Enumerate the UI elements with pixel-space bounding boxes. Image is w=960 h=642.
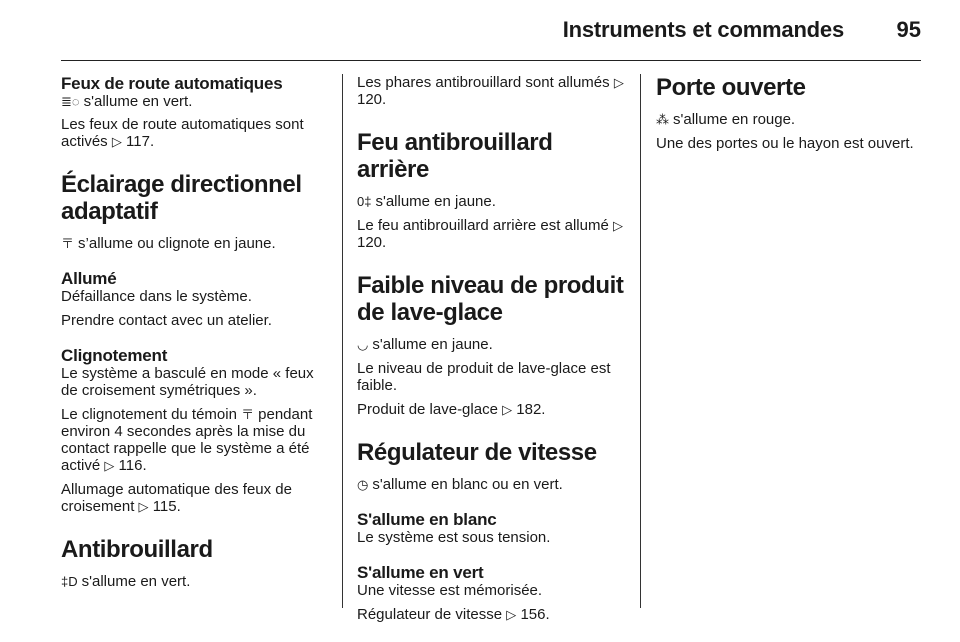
page-number: 95 (896, 17, 921, 42)
cruise-ctrl-text: Régulateur de vitesse ▷ 156. (357, 606, 550, 623)
column-1 (61, 74, 327, 597)
green-text: Une vitesse est mémorisée. (357, 582, 543, 599)
header-divider (61, 60, 921, 61)
heading-rear-fog: Feu antibrouillard arrière (357, 129, 553, 183)
washer-desc: Le niveau de produit de lave-glace est faible. (357, 360, 611, 394)
on-text-1: Défaillance dans le système. (61, 288, 252, 305)
auto-high-beam-icon: ≣◌ (61, 94, 80, 109)
ref-arrow-icon: ▷ (613, 75, 624, 90)
heading-washer: Faible niveau de produit de lave-glace (357, 272, 624, 326)
page-reference-link[interactable]: 120. (357, 91, 387, 108)
door-open-icon: ⁂ (656, 112, 669, 127)
ref-arrow-icon: ▷ (111, 134, 122, 149)
column-2 (357, 74, 625, 630)
heading-green: S'allume en vert (357, 563, 484, 582)
heading-adaptive-lighting: Éclairage directionnel adaptatif (61, 171, 302, 225)
door-desc: Une des portes ou le hayon est ouvert. (656, 135, 914, 152)
washer-fluid-icon: ◡ (357, 337, 369, 352)
rear-fog-status: 0‡ s'allume en jaune. (357, 193, 496, 210)
header-title: Instruments et commandes (562, 17, 844, 42)
cruise-status: ◷ s'allume en blanc ou en vert. (357, 476, 563, 493)
heading-on: Allumé (61, 269, 117, 288)
auto-low-text: Allumage automatique des feux de croisement ▷ 115. (61, 481, 292, 515)
page-reference-link[interactable]: 117. (126, 133, 155, 150)
door-status: ⁂ s'allume en rouge. (656, 111, 796, 128)
washer-fluid-text: Produit de lave-glace ▷ 182. (357, 401, 546, 418)
page-reference-link[interactable]: 115. (152, 498, 181, 515)
heading-fog: Antibrouillard (61, 536, 213, 563)
auto-beam-status: ≣◌ s'allume en vert. (61, 93, 193, 110)
column-divider (640, 74, 641, 608)
washer-status: ◡ s'allume en jaune. (357, 336, 493, 353)
ref-arrow-icon: ▷ (506, 607, 517, 622)
heading-auto-beam: Feux de route automatiques (61, 74, 283, 93)
fog-light-icon: ‡D (61, 574, 78, 589)
cruise-control-icon: ◷ (357, 477, 369, 492)
on-text-2: Prendre contact avec un atelier. (61, 312, 272, 329)
heading-cruise: Régulateur de vitesse (357, 439, 597, 466)
column-3 (656, 74, 921, 159)
blink-text-2: Le clignotement du témoin 〒 pendant environ 4 secondes après la mise du contact rappelle que le système a été activé ▷ 116. (61, 406, 313, 474)
fog-status: ‡D s'allume en vert. (61, 573, 191, 590)
white-text: Le système est sous tension. (357, 529, 551, 546)
adaptive-light-icon: 〒 (241, 407, 255, 422)
heading-white: S'allume en blanc (357, 510, 497, 529)
rear-fog-light-icon: 0‡ (357, 194, 372, 209)
afl-status: 〒 s’allume ou clignote en jaune. (61, 235, 276, 252)
blink-text-1: Le système a basculé en mode « feux de croisement symétriques ». (61, 365, 314, 399)
heading-blink: Clignotement (61, 346, 168, 365)
page-reference-link[interactable]: 120. (357, 234, 387, 251)
auto-beam-desc: Les feux de route automatiques sont activés ▷ 117. (61, 116, 304, 150)
page-reference-link[interactable]: 116. (118, 457, 147, 474)
adaptive-light-icon: 〒 (61, 236, 75, 251)
column-divider (342, 74, 343, 608)
ref-arrow-icon: ▷ (138, 499, 149, 514)
ref-arrow-icon: ▷ (502, 402, 513, 417)
fog-on-text: Les phares antibrouillard sont allumés ▷ 120. (357, 74, 624, 108)
page-reference-link[interactable]: 182. (516, 401, 546, 418)
page-reference-link[interactable]: 156. (520, 606, 550, 623)
ref-arrow-icon: ▷ (612, 218, 623, 233)
heading-door: Porte ouverte (656, 74, 806, 101)
ref-arrow-icon: ▷ (104, 458, 115, 473)
rear-fog-desc: Le feu antibrouillard arrière est allumé ▷ 120. (357, 217, 623, 251)
